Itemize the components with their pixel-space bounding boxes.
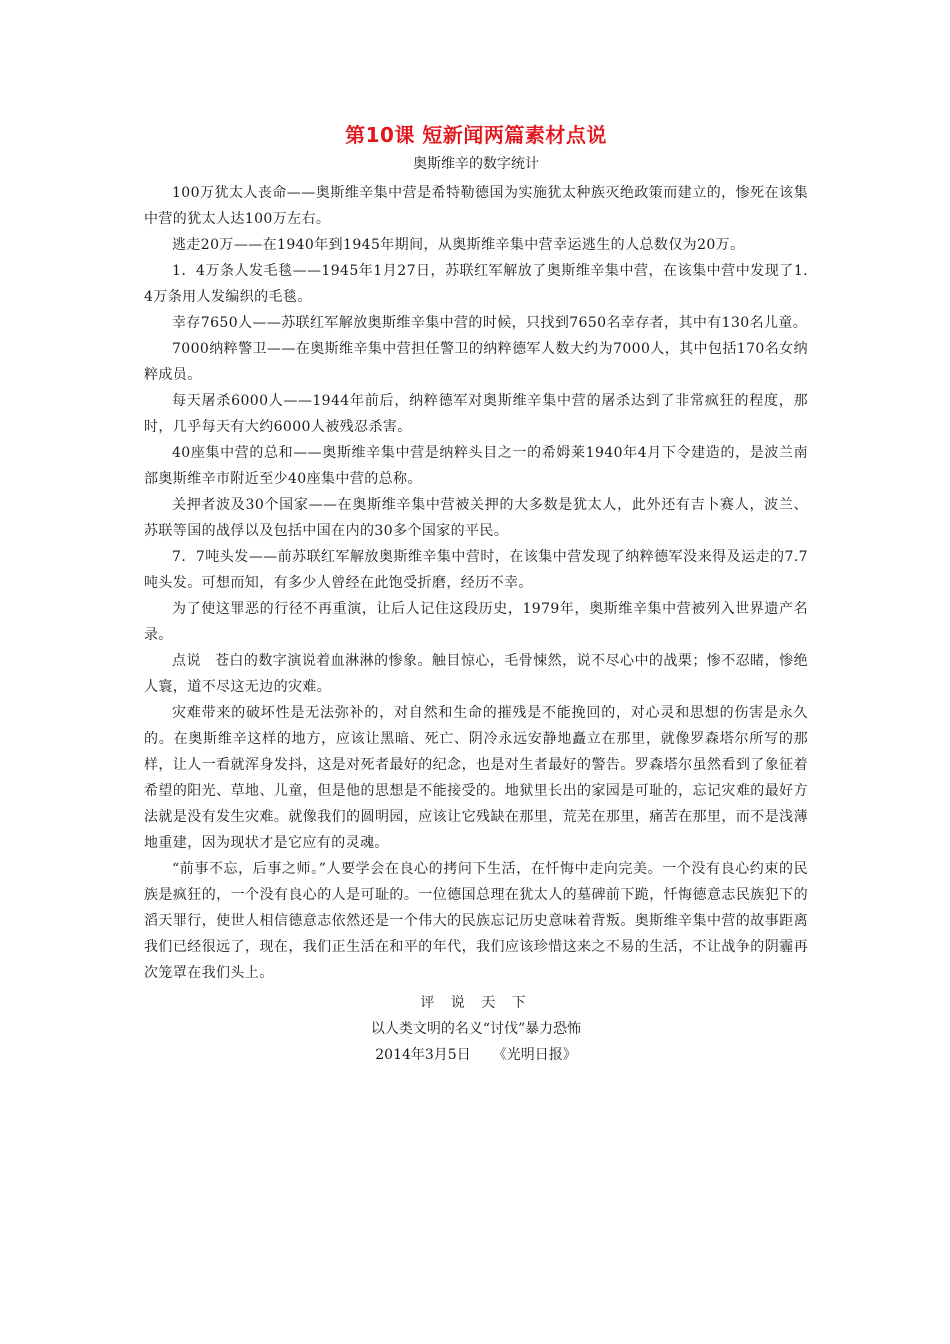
document-body bbox=[144, 180, 808, 1068]
source-publication: 《光明日报》 bbox=[492, 1047, 577, 1063]
paragraph: 逃走20万——在1940年到1945年期间，从奥斯维辛集中营幸运逃生的人总数仅为20万。 bbox=[172, 237, 745, 253]
paragraph: 100万犹太人丧命——奥斯维辛集中营是希特勒德国为实施犹太种族灭绝政策而建立的，惨死在该集中营的犹太人达100万左右。 bbox=[144, 185, 808, 227]
source-date: 2014年3月5日 bbox=[375, 1047, 471, 1063]
paragraph: 关押者波及30个国家——在奥斯维辛集中营被关押的大多数是犹太人，此外还有吉卜赛人，波兰、苏联等国的战俘以及包括中国在内的30多个国家的平民。 bbox=[144, 497, 808, 539]
comment-text: 苍白的数字演说着血淋淋的惨象。触目惊心，毛骨悚然，说不尽心中的战栗；惨不忍睹，惨绝人寰，道不尽这无边的灾难。 bbox=[144, 653, 808, 695]
paragraph: 40座集中营的总和——奥斯维辛集中营是纳粹头目之一的希姆莱1940年4月下令建造的，是波兰南部奥斯维辛市附近至少40座集中营的总称。 bbox=[144, 445, 808, 487]
section-heading: 评 说 天 下 bbox=[420, 995, 532, 1011]
paragraph: 幸存7650人——苏联红军解放奥斯维辛集中营的时候，只找到7650名幸存者，其中有130名儿童。 bbox=[172, 315, 808, 331]
paragraph: 7．7吨头发——前苏联红军解放奥斯维辛集中营时，在该集中营发现了纳粹德军没来得及运走的7.7吨头发。可想而知，有多少人曾经在此饱受折磨，经历不幸。 bbox=[144, 549, 808, 591]
paragraph: “前事不忘，后事之师。”人要学会在良心的拷问下生活，在忏悔中走向完美。一个没有良心约束的民族是疯狂的，一个没有良心的人是可耻的。一位德国总理在犹太人的墓碑前下跪，忏悔德意志民族犯下的滔天罪行，使世人相信德意志依然还是一个伟大的民族忘记历史意味着背叛。奥斯维辛集中营的故事距离我们已经很远了，现在，我们正生活在和平的年代，我们应该珍惜这来之不易的生活，不让战争的阴霾再次笼罩在我们头上。 bbox=[144, 861, 808, 981]
source-line bbox=[144, 1042, 808, 1068]
paragraph: 为了使这罪恶的行径不再重演，让后人记住这段历史，1979年，奥斯维辛集中营被列入世界遗产名录。 bbox=[144, 601, 808, 643]
paragraph: 1．4万条人发毛毯——1945年1月27日，苏联红军解放了奥斯维辛集中营，在该集中营中发现了1.4万条用人发编织的毛毯。 bbox=[144, 263, 808, 305]
comment-label: 点说 bbox=[172, 653, 201, 669]
paragraph: 7000纳粹警卫——在奥斯维辛集中营担任警卫的纳粹德军人数大约为7000人，其中包括170名女纳粹成员。 bbox=[144, 341, 808, 383]
paragraph: 灾难带来的破坏性是无法弥补的，对自然和生命的摧残是不能挽回的，对心灵和思想的伤害是永久的。在奥斯维辛这样的地方，应该让黑暗、死亡、阴冷永远安静地矗立在那里，就像罗森塔尔所写的那样，让人一看就浑身发抖，这是对死者最好的纪念，也是对生者最好的警告。罗森塔尔虽然看到了象征着希望的阳光、草地、儿童，但是他的思想是不能接受的。地狱里长出的家园是可耻的，忘记灾难的最好方法就是没有发生灾难。就像我们的圆明园，应该让它残缺在那里，荒芜在那里，痛苦在那里，而不是浅薄地重建，因为现状才是它应有的灵魂。 bbox=[144, 705, 808, 851]
paragraph: 每天屠杀6000人——1944年前后，纳粹德军对奥斯维辛集中营的屠杀达到了非常疯狂的程度，那时，几乎每天有大约6000人被残忍杀害。 bbox=[144, 393, 808, 435]
comment-paragraph bbox=[144, 648, 808, 700]
document-title: 第10课 短新闻两篇素材点说 bbox=[345, 123, 607, 147]
document-subtitle: 奥斯维辛的数字统计 bbox=[413, 156, 539, 172]
section-title: 以人类文明的名义“讨伐”暴力恐怖 bbox=[370, 1021, 582, 1037]
